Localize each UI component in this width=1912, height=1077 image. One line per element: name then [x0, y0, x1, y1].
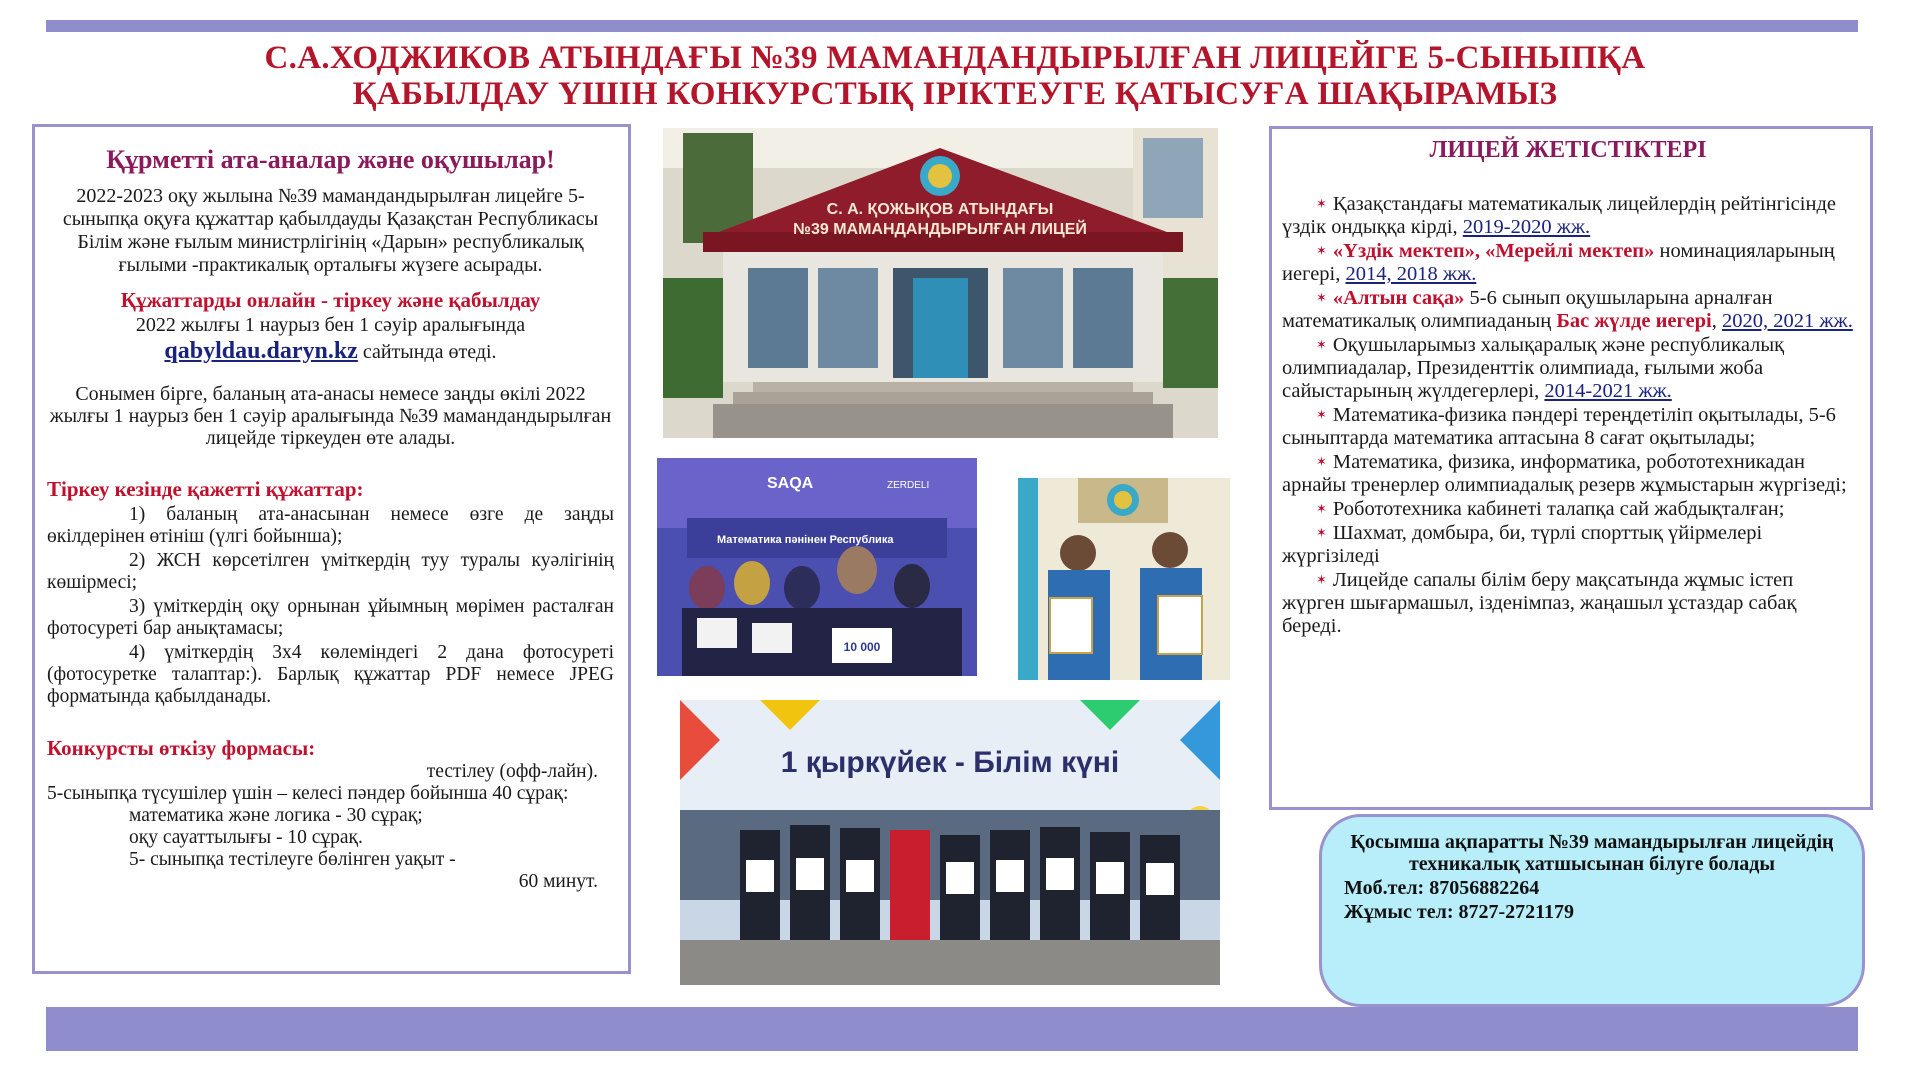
achievement-item: ✶ Шахмат, домбыра, би, түрлі спорттық үйірмелері жүргізіледі [1282, 522, 1763, 567]
olympiad-award-photo [657, 458, 977, 676]
star-bullet-icon: ✶ [1316, 501, 1327, 516]
achievement-item: ✶ Лицейде сапалы білім беру мақсатында жұмыс істеп жүрген шығармашыл, ізденімпаз, жаңашыл ұстаздар сабақ береді. [1282, 569, 1797, 637]
achievement-item: ✶ Робототехника кабинеті талапқа сай жабдықталған; [1282, 497, 1854, 521]
school-building-illustration [663, 128, 1218, 438]
achievements-panel [1269, 126, 1873, 810]
bottom-decor-bar [46, 1007, 1858, 1051]
test-time-value: 60 минут. [518, 871, 598, 892]
document-item: 1) баланың ата-анасынан немесе өзге де заңды өкілдерінен өтініш (үлгі бойынша); [47, 504, 614, 547]
site-line [47, 338, 614, 365]
test-questions-line: 5-сыныпқа түсушілер үшін – келесі пәндер бойынша 40 сұрақ: [47, 783, 569, 804]
online-registration-heading: Құжаттарды онлайн - тіркеу және қабылдау [120, 288, 541, 312]
achievement-item: ✶ Қазақстандағы математикалық лицейлердің рейтінгісінде үздік ондыққа кірді, 2019-2020 жж. [1282, 193, 1836, 238]
online-dates: 2022 жылғы 1 наурыз бен 1 сәуір аралығында [135, 314, 526, 336]
students-certificates-illustration [1018, 478, 1230, 680]
star-bullet-icon: ✶ [1316, 243, 1327, 258]
intro-paragraph: 2022-2023 оқу жылына №39 мамандандырылған лицейге 5-сыныпқа оқуға құжаттар қабылдауды Қазақстан Республикасы Білім және ғылым министрлігінің «Дарын» республикалық ғылыми -практикалық орталығы жүзеге асырады. [62, 185, 599, 276]
achievement-item: ✶ «Үздік мектеп», «Мерейлі мектеп» номинацияларының иегері, 2014, 2018 жж. [1282, 240, 1835, 285]
document-item: 4) үміткердің 3х4 көлеміндегі 2 дана фотосуреті (фотосуретке талаптар:). Барлық құжаттар PDF немесе JPEG форматында қабылданады. [47, 642, 614, 707]
document-item: 2) ЖСН көрсетілген үміткердің туу туралы куәлігінің көшірмесі; [47, 550, 614, 593]
contact-info-box [1319, 814, 1865, 1007]
site-tail-text: сайтында өтеді. [357, 341, 497, 363]
building-sign-line-2: №39 МАМАНДАНДЫРЫЛҒАН ЛИЦЕЙ [793, 221, 1087, 238]
saqa-logo-text: SAQA [767, 475, 814, 492]
alt-registration-paragraph: Сонымен бірге, баланың ата-анасы немесе заңды өкілі 2022 жылғы 1 наурыз бен 1 сәуір аралығында №39 мамандандырылған лицейде тіркеуден өте алады. [49, 383, 612, 449]
achievement-item: ✶ «Алтын сақа» 5-6 сынып оқушыларына арналған математикалық олимпиаданың Бас жүлде иегері, 2020, 2021 жж. [1282, 287, 1853, 332]
achievement-item: ✶ Математика, физика, информатика, робототехникадан арнайы тренерлер олимпиадалық резерв жұмыстарын жүргізеді; [1282, 451, 1847, 496]
students-certificates-photo [1018, 478, 1230, 680]
subject-item: оқу сауаттылығы - 10 сұрақ. [129, 827, 363, 848]
test-form-heading: Конкурсты өткізу формасы: [47, 736, 316, 760]
star-bullet-icon: ✶ [1316, 407, 1327, 422]
work-phone[interactable]: Жұмыс тел: 8727-2721179 [1344, 901, 1575, 923]
title-line-2: ҚАБЫЛДАУ ҮШІН КОНКУРСТЫҚ ІРІКТЕУГЕ ҚАТЫСУҒА ШАҚЫРАМЫЗ [352, 76, 1558, 112]
star-bullet-icon: ✶ [1316, 337, 1327, 352]
star-bullet-icon: ✶ [1316, 290, 1327, 305]
award-ceremony-illustration [657, 458, 977, 676]
knowledge-day-banner-text: 1 қыркүйек - Білім күні [780, 746, 1120, 779]
contact-info-text: Қосымша ақпаратты №39 мамандырылған лицейдің техникалық хатшысынан білуге болады [1350, 831, 1834, 875]
knowledge-day-photo [680, 700, 1220, 985]
greeting-heading: Құрметті ата-аналар және оқушылар! [106, 145, 555, 174]
subject-item: математика және логика - 30 сұрақ; [129, 805, 423, 826]
zerdeli-logo-text: ZERDELI [887, 480, 930, 491]
page-title [60, 40, 1850, 112]
documents-heading: Тіркеу кезінде қажетті құжаттар: [47, 477, 364, 501]
school-building-photo [663, 128, 1218, 438]
star-bullet-icon: ✶ [1316, 454, 1327, 469]
top-decor-bar [46, 20, 1858, 32]
achievements-title: ЛИЦЕЙ ЖЕТІСТІКТЕРІ [1429, 137, 1707, 163]
building-sign-line-1: С. А. ҚОЖЫҚОВ АТЫНДАҒЫ [826, 201, 1054, 218]
star-bullet-icon: ✶ [1316, 525, 1327, 540]
document-item: 3) үміткердің оқу орнынан ұйымның мөрімен расталған фотосуреті бар анықтамасы; [47, 596, 614, 639]
star-bullet-icon: ✶ [1316, 572, 1327, 587]
test-form-type: тестілеу (офф-лайн). [426, 761, 598, 782]
test-time-line: 5- сыныпқа тестілеуге бөлінген уақыт - [129, 849, 456, 870]
prize-amount-text: 10 000 [843, 640, 881, 654]
admission-info-panel [32, 124, 631, 974]
registration-site-link[interactable]: qabyldau.daryn.kz [164, 338, 358, 364]
achievement-item: ✶ Оқушыларымыз халықаралық және республикалық олимпиадалар, Президенттік олимпиада, ғылыми жоба сайыстарының жүлдегерлері, 2014-2021 жж. [1282, 334, 1785, 402]
mobile-phone[interactable]: Моб.тел: 87056882264 [1344, 877, 1540, 899]
olympiad-banner-text: Математика пәнінен Республика [717, 534, 894, 546]
achievement-item: ✶ Математика-физика пәндері тереңдетіліп оқытылады, 5-6 сыныптарда математика аптасына 8 сағат оқытылады; [1282, 404, 1836, 449]
star-bullet-icon: ✶ [1316, 196, 1327, 211]
knowledge-day-illustration [680, 700, 1220, 985]
title-line-1: С.А.ХОДЖИКОВ АТЫНДАҒЫ №39 МАМАНДАНДЫРЫЛҒАН ЛИЦЕЙГЕ 5-СЫНЫПҚА [264, 40, 1646, 76]
